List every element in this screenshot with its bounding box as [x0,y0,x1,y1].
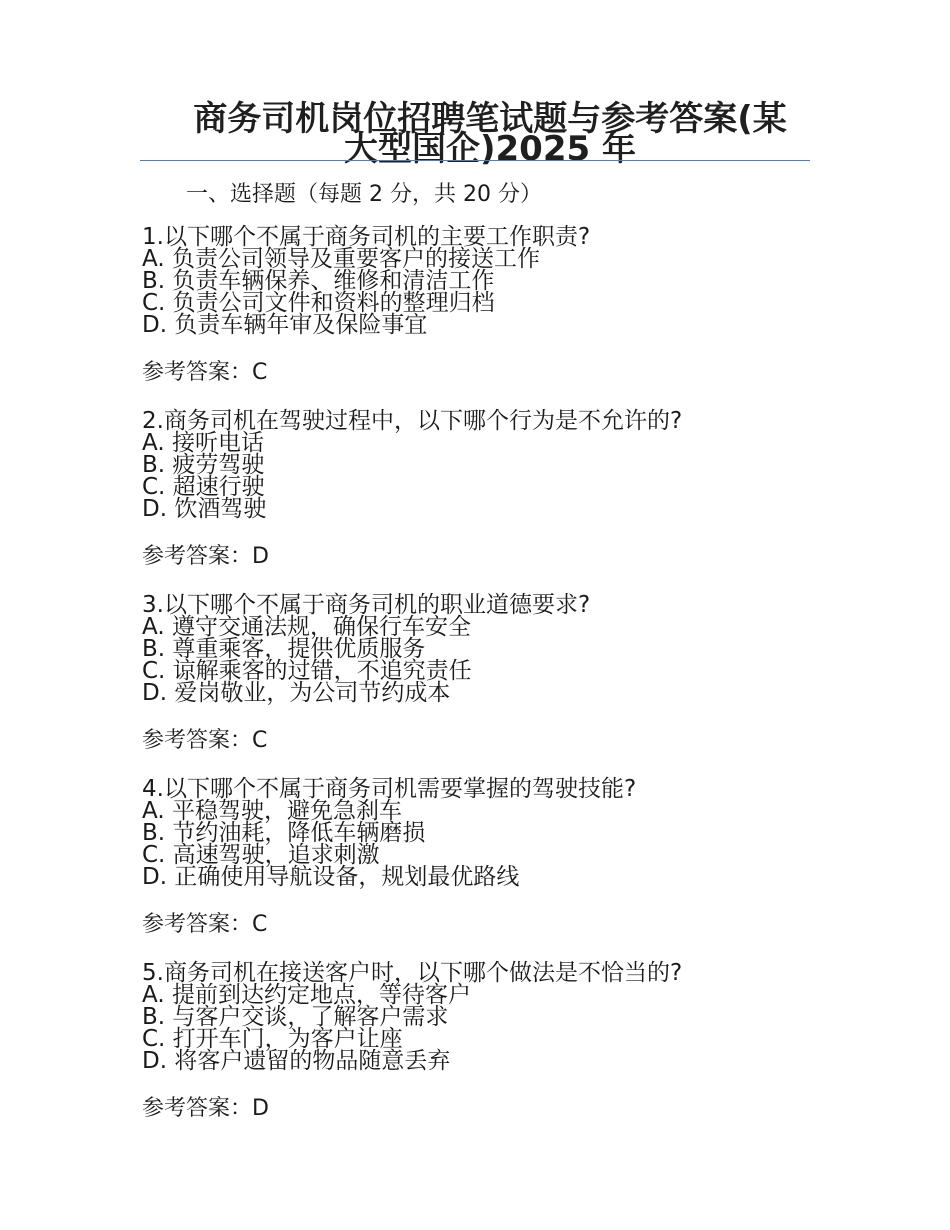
option-d: D. 爱岗敬业，为公司节约成本 [142,680,451,706]
option-c: C. 谅解乘客的过错，不追究责任 [142,658,472,684]
answer: 参考答案：C [142,728,268,753]
question-2 [142,410,842,572]
option-d: D. 饮酒驾驶 [142,496,267,522]
option-b: B. 与客户交谈，了解客户需求 [142,1004,449,1030]
option-d: D. 正确使用导航设备，规划最优路线 [142,864,520,890]
document-title [140,99,810,169]
option-b: B. 疲劳驾驶 [142,452,265,478]
option-a: A. 遵守交通法规，确保行车安全 [142,614,471,640]
answer: 参考答案：D [142,1096,269,1121]
question-1 [142,226,842,388]
answer: 参考答案：D [142,544,269,569]
option-c: C. 超速行驶 [142,474,265,500]
option-c: C. 高速驾驶，追求刺激 [142,842,380,868]
title-line-2: 大型国企)2025 年 [343,129,636,169]
option-c: C. 负责公司文件和资料的整理归档 [142,290,495,316]
question-text: 3.以下哪个不属于商务司机的职业道德要求? [142,592,591,618]
section-heading: 一、选择题（每题 2 分，共 20 分） [186,182,542,207]
question-text: 4.以下哪个不属于商务司机需要掌握的驾驶技能? [142,776,637,802]
question-4 [142,778,842,940]
option-a: A. 负责公司领导及重要客户的接送工作 [142,246,540,272]
option-b: B. 负责车辆保养、维修和清洁工作 [142,268,495,294]
question-text: 5.商务司机在接送客户时，以下哪个做法是不恰当的? [142,960,683,986]
option-d: D. 负责车辆年审及保险事宜 [142,312,428,338]
answer: 参考答案：C [142,912,268,937]
option-a: A. 平稳驾驶，避免急刹车 [142,798,402,824]
question-text: 1.以下哪个不属于商务司机的主要工作职责? [142,224,591,250]
option-b: B. 节约油耗，降低车辆磨损 [142,820,426,846]
option-a: A. 提前到达约定地点，等待客户 [142,982,471,1008]
option-c: C. 打开车门，为客户让座 [142,1026,403,1052]
option-b: B. 尊重乘客，提供优质服务 [142,636,426,662]
title-divider [140,160,810,161]
option-d: D. 将客户遗留的物品随意丢弃 [142,1048,451,1074]
question-5 [142,962,842,1124]
question-text: 2.商务司机在驾驶过程中，以下哪个行为是不允许的? [142,408,683,434]
title-line-1: 商务司机岗位招聘笔试题与参考答案(某 [193,99,787,139]
answer: 参考答案：C [142,360,268,385]
question-3 [142,594,842,756]
option-a: A. 接听电话 [142,430,264,456]
question-list [142,226,842,1146]
